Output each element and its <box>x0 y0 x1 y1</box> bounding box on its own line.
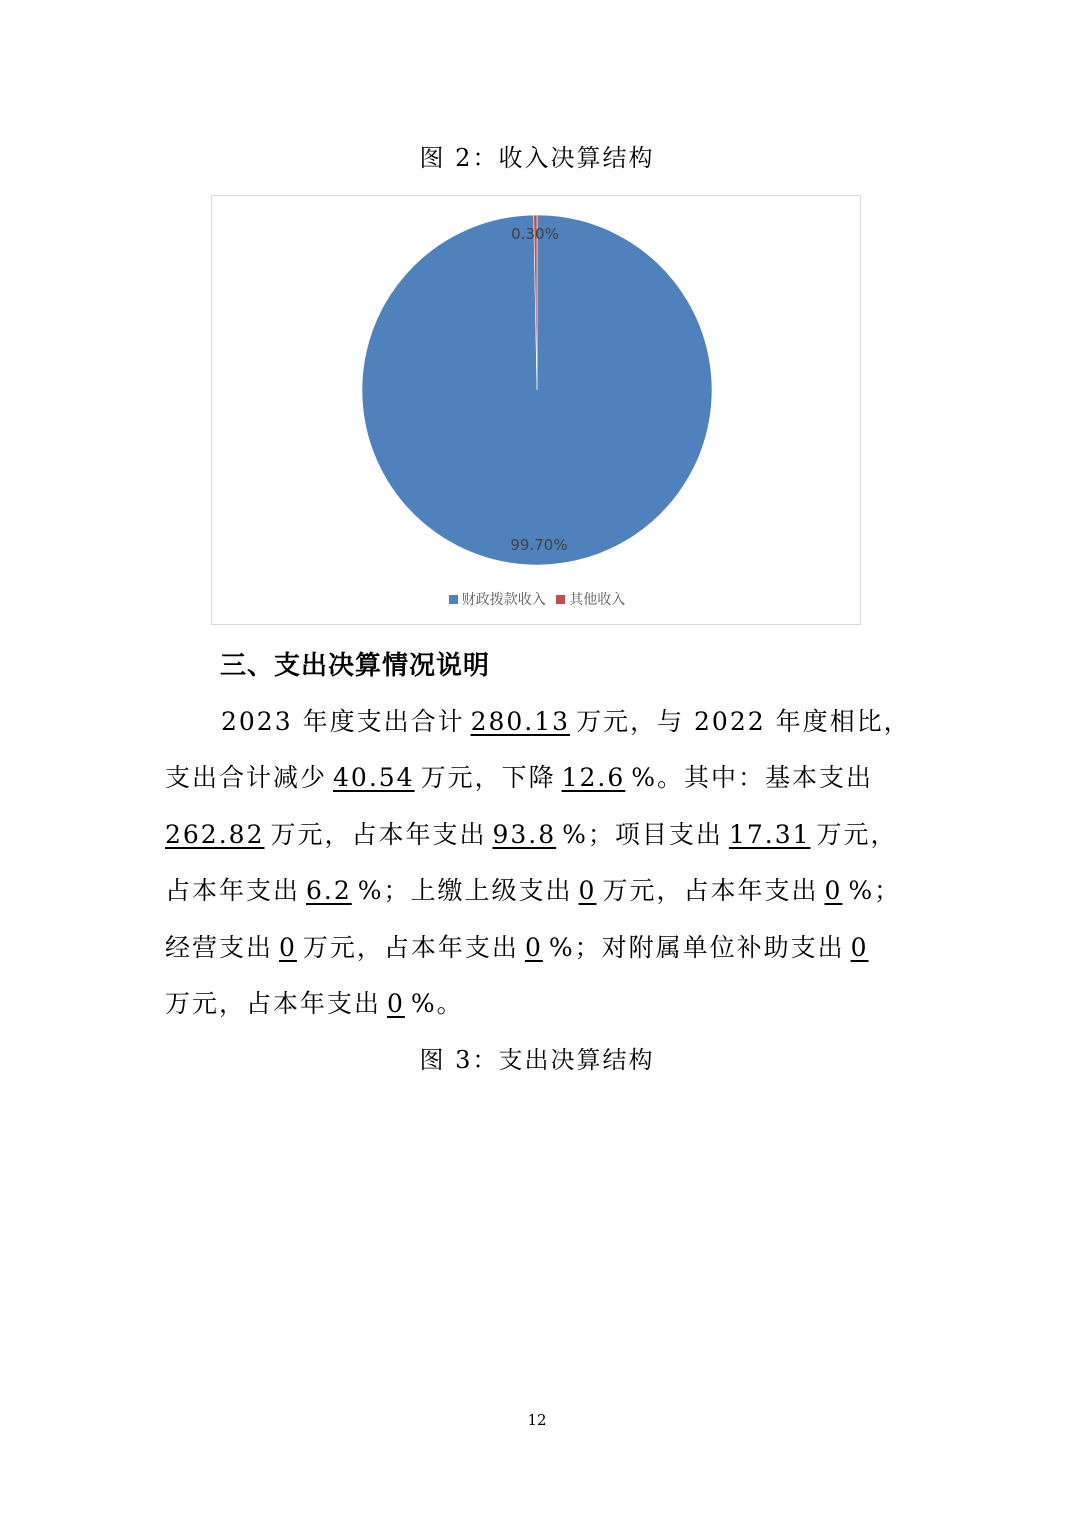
text: %。其中：基本支出 <box>631 763 874 793</box>
legend-item-other <box>556 590 625 610</box>
text: 万元，下降 <box>420 763 556 793</box>
superior-payment-value: 0 <box>578 876 597 906</box>
page-number: 12 <box>527 1411 547 1429</box>
paragraph-line-2 <box>165 750 925 806</box>
text: 万元，占本年支出 <box>165 989 382 1019</box>
text: 占本年支出 <box>165 876 301 906</box>
paragraph-line-1 <box>165 694 925 750</box>
decrease-percent-value: 12.6 <box>561 763 626 793</box>
text: 经营支出 <box>165 932 274 962</box>
paragraph-line-6 <box>165 976 925 1032</box>
basic-expenditure-percent: 93.8 <box>492 819 557 849</box>
project-expenditure-value: 17.31 <box>728 819 811 849</box>
text: 万元，占本年支出 <box>302 932 519 962</box>
section-heading: 三、支出决算情况说明 <box>220 651 491 681</box>
operating-expenditure-value: 0 <box>279 932 297 962</box>
legend-swatch-other <box>556 595 565 604</box>
text: 支出合计减少 <box>165 763 328 793</box>
figure-2-caption: 图 2：收入决算结构 <box>419 144 655 172</box>
figure-3-caption: 图 3：支出决算结构 <box>419 1046 655 1074</box>
text: %；上缴上级支出 <box>357 876 573 906</box>
pie-label-fiscal: 99.70% <box>510 536 568 554</box>
legend-item-fiscal <box>449 590 546 610</box>
text: %。 <box>410 989 464 1019</box>
legend-label-other: 其他收入 <box>569 592 626 608</box>
project-expenditure-percent: 6.2 <box>306 876 352 906</box>
text: %；项目支出 <box>562 819 723 849</box>
pie-label-other: 0.30% <box>511 225 559 243</box>
legend-swatch-fiscal <box>449 595 458 604</box>
basic-expenditure-value: 262.82 <box>165 819 265 849</box>
chart-legend <box>0 590 1074 610</box>
pie-chart-canvas <box>212 196 860 624</box>
expenditure-paragraph <box>165 694 925 1032</box>
superior-payment-percent: 0 <box>824 876 843 906</box>
total-expenditure-value: 280.13 <box>470 707 571 736</box>
paragraph-line-5 <box>165 920 925 976</box>
text: %； <box>848 876 902 906</box>
text: 2023 年度支出合计 <box>221 707 465 736</box>
paragraph-line-3 <box>165 807 925 863</box>
text: 万元， <box>816 819 898 849</box>
text: 万元，占本年支出 <box>270 819 487 849</box>
subsidiary-subsidy-percent: 0 <box>387 989 405 1019</box>
operating-expenditure-percent: 0 <box>524 932 543 962</box>
text: 万元，占本年支出 <box>602 876 819 906</box>
decrease-amount-value: 40.54 <box>333 763 415 793</box>
text: %；对附属单位补助支出 <box>548 932 845 962</box>
legend-label-fiscal: 财政拨款收入 <box>461 592 546 608</box>
income-structure-chart <box>211 195 861 625</box>
subsidiary-subsidy-value: 0 <box>850 932 869 962</box>
paragraph-line-4 <box>165 863 925 919</box>
text: 万元，与 2022 年度相比， <box>576 707 911 736</box>
